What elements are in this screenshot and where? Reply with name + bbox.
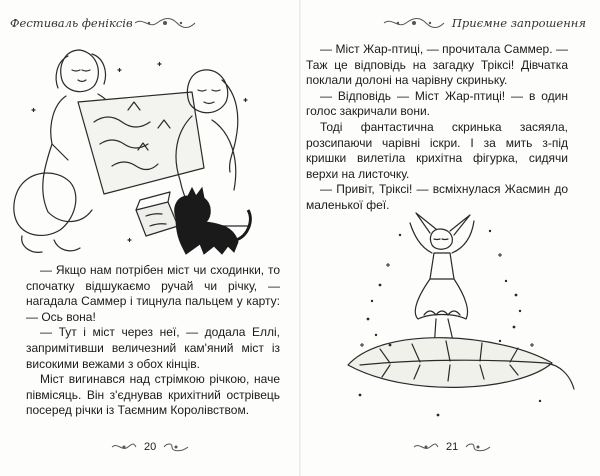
- right-folio: [412, 440, 492, 454]
- right-running-title: Приємне запрошення: [451, 16, 586, 30]
- right-paragraph-2: — Відповідь — Міст Жар-птиці! — в один голос закричали вони.: [306, 88, 568, 119]
- left-folio-ornament-icon: [110, 442, 138, 452]
- left-paragraph-3: Міст вигинався над стрімкою річкою, наче півмісяць. Він з'єднував крихітний острівець посеред річки із Таємним Королівством.: [26, 372, 280, 418]
- right-folio-ornament-right-icon: [464, 442, 492, 452]
- right-page: [300, 0, 600, 476]
- left-page-number: 20: [144, 441, 157, 453]
- left-page-body: [26, 263, 280, 419]
- right-running-header: [382, 10, 586, 36]
- left-running-title: Фестиваль феніксів: [10, 16, 133, 30]
- left-paragraph-2: — Тут і міст через неї, — додала Еллі, запримітивши величезний кам'яний міст із високими вежами з обох кінців.: [26, 325, 280, 371]
- left-folio: [110, 440, 190, 454]
- right-folio-ornament-icon: [412, 442, 440, 452]
- right-header-flourish-icon: [382, 17, 446, 29]
- fairy-on-leaf-illustration: [320, 195, 584, 430]
- right-paragraph-3: Тоді фантастична скринька засяяла, розсипаючи чарівні іскри. І за мить з-під кришки вилетіла крихітна фігурка, сидячи верхи на листочку.: [306, 119, 568, 181]
- left-running-header: [10, 10, 197, 36]
- girls-with-map-and-cat-illustration: [8, 40, 260, 260]
- right-page-number: 21: [446, 441, 459, 453]
- right-page-body: [306, 42, 568, 214]
- left-header-flourish-icon: [133, 17, 197, 29]
- right-paragraph-1: — Міст Жар-птиці, — прочитала Саммер. — Таж це відповідь на загадку Тріксі! Дівчатка поклали долоні на чарівну скриньку.: [306, 42, 568, 88]
- right-paragraph-4: — Привіт, Тріксі! — всміхнулася Жасмин до маленької феї.: [306, 182, 568, 212]
- left-folio-ornament-right-icon: [162, 442, 190, 452]
- left-paragraph-1: — Якщо нам потрібен міст чи сходинки, то спочатку відшукаємо ручай чи річку, — нагадала Саммер і тицнула пальцем у карту: — Ось вона!: [26, 263, 280, 324]
